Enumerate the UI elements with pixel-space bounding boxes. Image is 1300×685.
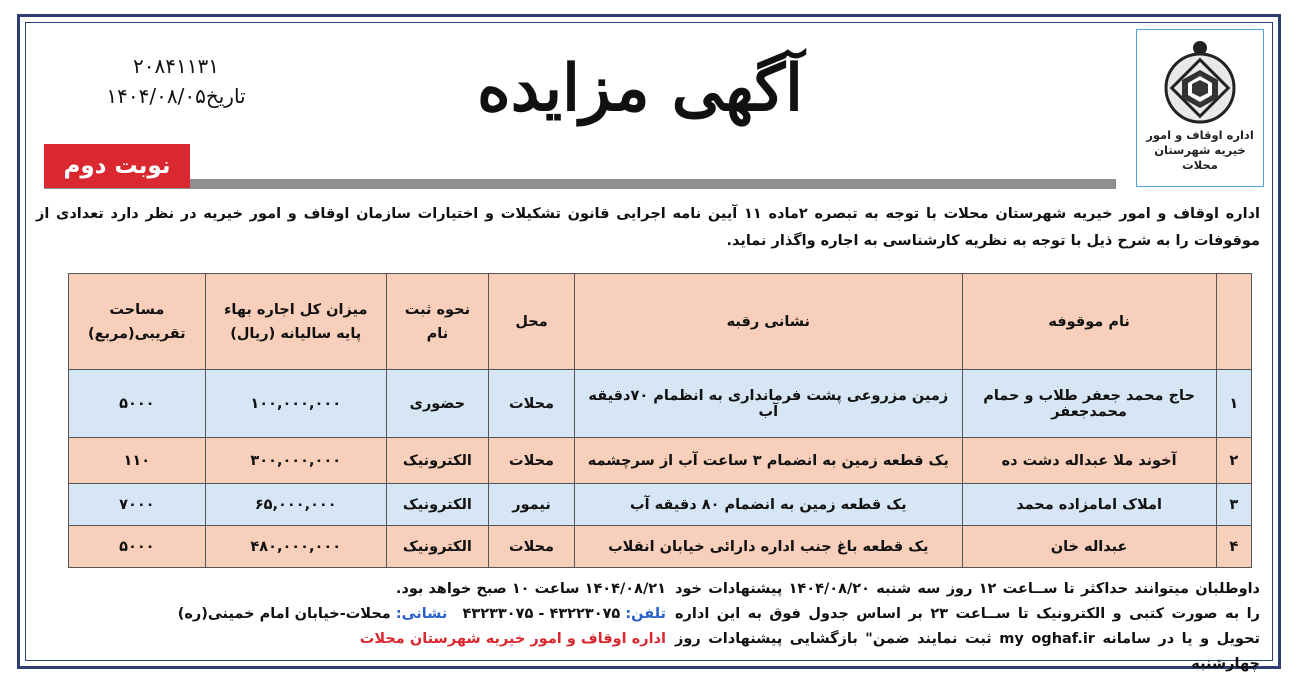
cell-reg: الکترونیک: [386, 526, 488, 568]
cell-name: آخوند ملا عبداله دشت ده: [962, 438, 1216, 484]
table-row: [69, 438, 1252, 484]
cell-num: ۲: [1216, 438, 1251, 484]
cell-loc: محلات: [489, 370, 575, 438]
cell-reg: حضوری: [386, 370, 488, 438]
header-area: مساحت تقریبی(مربع): [69, 274, 206, 370]
header-desc: نشانی رقبه: [575, 274, 963, 370]
cell-name: املاک امامزاده محمد: [962, 484, 1216, 526]
cell-name: حاج محمد جعفر طلاب و حمام محمدجعفر: [962, 370, 1216, 438]
cell-desc: یک قطعه باغ جنب اداره دارائی خیابان انقلاب: [575, 526, 963, 568]
reference-block: [76, 51, 276, 111]
page-title: آگهی مزایده: [477, 51, 803, 126]
cell-num: ۱: [1216, 370, 1251, 438]
date-label: تاریخ: [205, 84, 246, 108]
cell-reg: الکترونیک: [386, 438, 488, 484]
header-price: میزان کل اجاره بهاء پایه سالیانه (ریال): [205, 274, 386, 370]
endowment-emblem-icon: [1162, 36, 1238, 126]
cell-num: ۳: [1216, 484, 1251, 526]
cell-name: عبداله خان: [962, 526, 1216, 568]
cell-num: ۴: [1216, 526, 1251, 568]
cell-price: ۴۸۰,۰۰۰,۰۰۰: [205, 526, 386, 568]
contact-line: [46, 602, 666, 627]
org-logo-caption: اداره اوقاف و امور خیریه شهرستان محلات: [1146, 128, 1254, 172]
auction-items-table: [68, 273, 1252, 568]
header-name: نام موقوفه: [962, 274, 1216, 370]
date-value: ۱۴۰۴/۰۸/۰۵: [106, 84, 206, 108]
table-row: [69, 484, 1252, 526]
cell-price: ۶۵,۰۰۰,۰۰۰: [205, 484, 386, 526]
header-reg: نحوه ثبت نام: [386, 274, 488, 370]
header-num: [1216, 274, 1251, 370]
address-value: محلات-خیابان امام خمینی(ره): [177, 606, 391, 622]
round-badge: نوبت دوم: [44, 144, 190, 188]
intro-paragraph: اداره اوقاف و امور خیریه شهرستان محلات با توجه به تبصره ۲ماده ۱۱ آیین نامه اجرایی قانون تشکیلات و اختیارات سازمان اوقاف و امور خیریه در نظر دارد تعدادی از موقوفات را به شرح ذیل با توجه به نظریه کارشناسی به اجاره واگذار نماید.: [36, 206, 1260, 249]
org-logo-box: [1136, 29, 1264, 187]
cell-reg: الکترونیک: [386, 484, 488, 526]
reference-number: ۲۰۸۴۱۱۳۱: [133, 54, 219, 78]
cell-desc: زمین مزروعی پشت فرمانداری به انظمام ۷۰دقیقه آب: [575, 370, 963, 438]
header-divider: [44, 179, 1116, 189]
date-line: [76, 81, 276, 111]
cell-area: ۱۱۰: [69, 438, 206, 484]
cell-loc: محلات: [489, 526, 575, 568]
notice-frame: [17, 14, 1281, 672]
phone-label: تلفن:: [625, 606, 666, 622]
signature-line: اداره اوقاف و امور خیریه شهرستان محلات: [359, 631, 666, 647]
cell-price: ۳۰۰,۰۰۰,۰۰۰: [205, 438, 386, 484]
cell-price: ۱۰۰,۰۰۰,۰۰۰: [205, 370, 386, 438]
phone-value: ۴۳۲۲۳۰۷۵ - ۴۳۲۳۳۰۷۵: [462, 606, 621, 622]
table-row: [69, 526, 1252, 568]
opening-date-line: ۱۴۰۴/۰۸/۲۱ ساعت ۱۰ صبح خواهد بود.: [395, 581, 666, 597]
cell-loc: نیمور: [489, 484, 575, 526]
cell-loc: محلات: [489, 438, 575, 484]
cell-area: ۵۰۰۰: [69, 526, 206, 568]
cell-area: ۵۰۰۰: [69, 370, 206, 438]
submission-paragraph: داوطلبان میتوانند حداکثر تا ســاعت ۱۲ روز سه شنبه ۱۴۰۴/۰۸/۲۰ پیشنهادات خود را به صورت کتبی و الکترونیک تا ســاعت ۲۳ بر اساس جدول فوق به این اداره تحویل و یا در سامانه my oghaf.ir ثبت نمایند ضمن" بازگشایی پیشنهادات روز چهارشنبه: [675, 581, 1261, 672]
cell-desc: یک قطعه زمین به انضمام ۳ ساعت آب از سرچشمه: [575, 438, 963, 484]
cell-area: ۷۰۰۰: [69, 484, 206, 526]
cell-desc: یک قطعه زمین به انضمام ۸۰ دقیقه آب: [575, 484, 963, 526]
contact-block: [46, 577, 666, 652]
address-label: نشانی:: [395, 606, 448, 622]
table-header-row: [69, 274, 1252, 370]
header-loc: محل: [489, 274, 575, 370]
table-row: [69, 370, 1252, 438]
